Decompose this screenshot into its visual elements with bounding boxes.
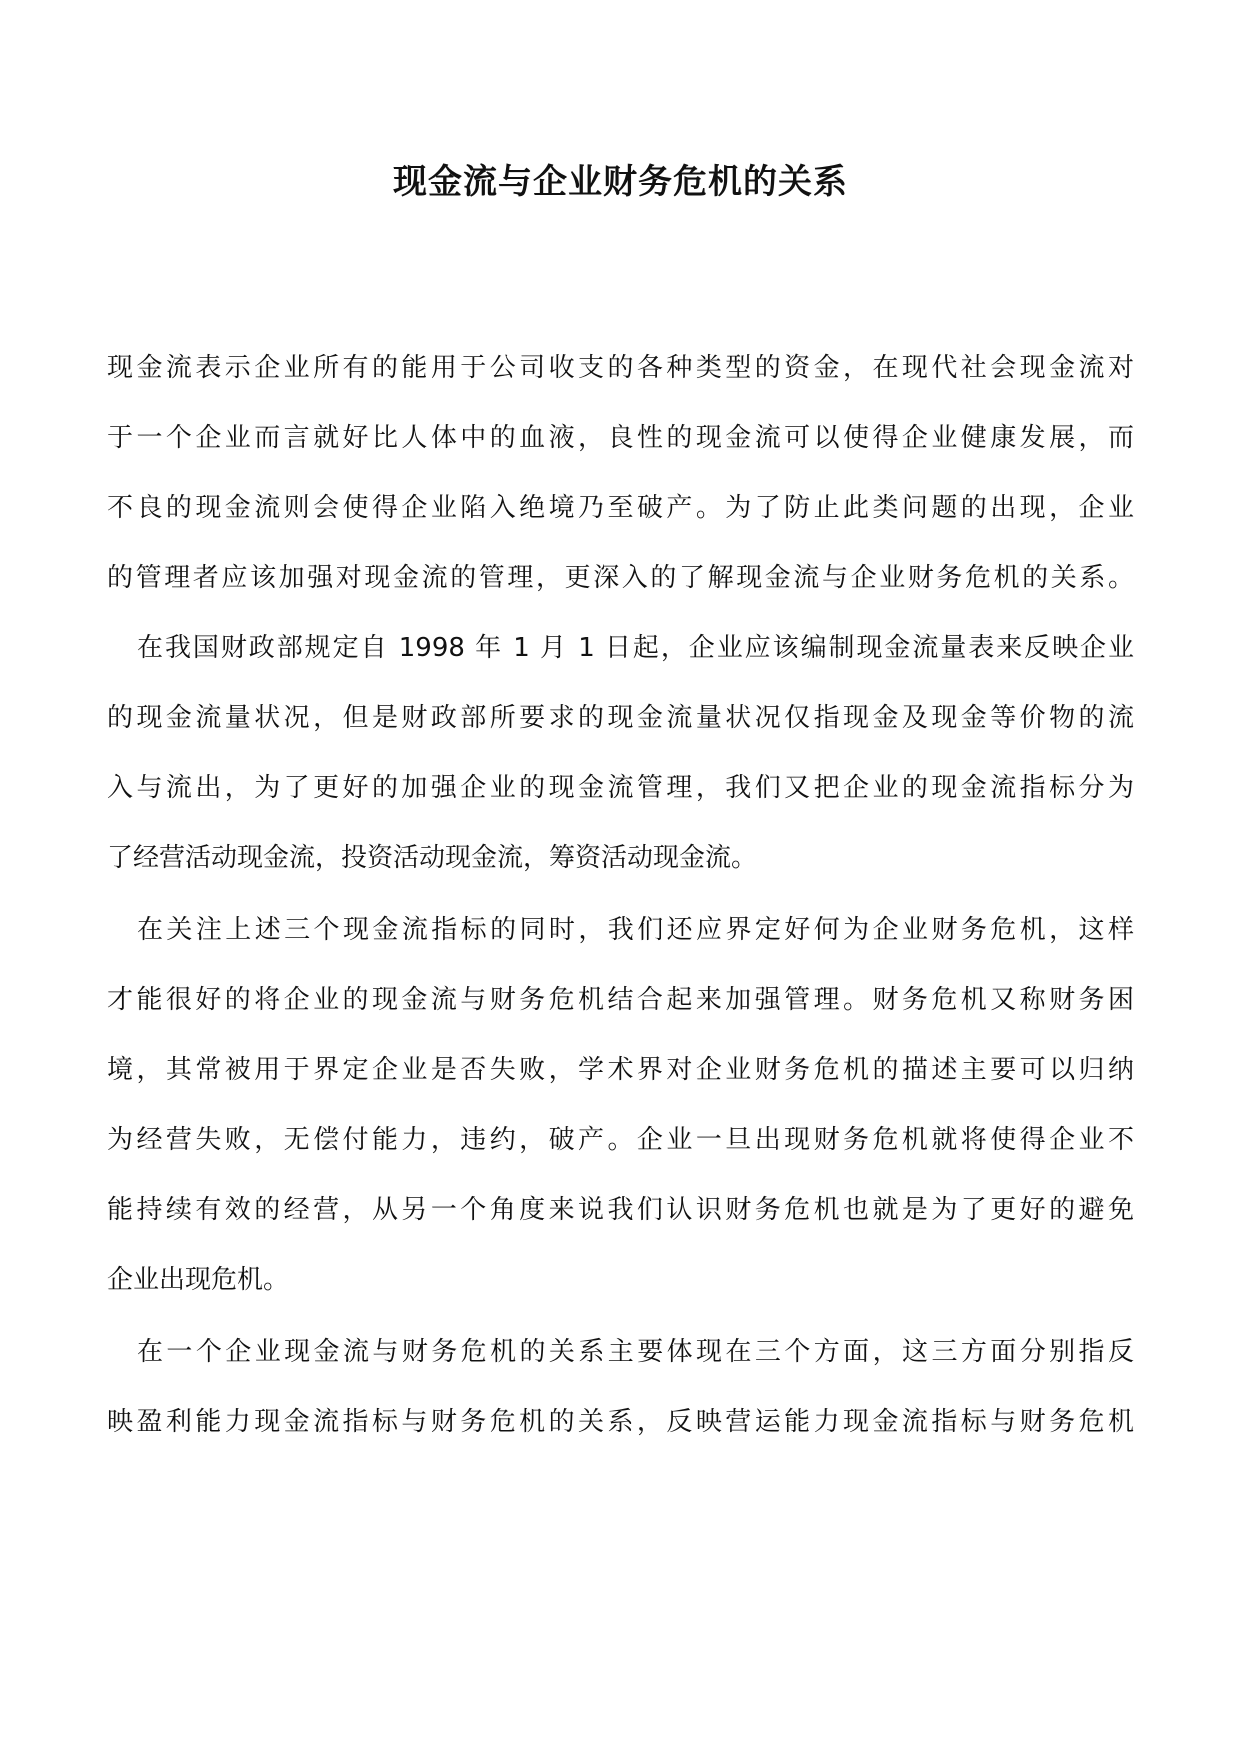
paragraph-3-line-3: 境，其常被用于界定企业是否失败，学术界对企业财务危机的描述主要可以归纳 [107,1055,1134,1085]
paragraph-4-line-2: 映盈利能力现金流指标与财务危机的关系，反映营运能力现金流指标与财务危机 [107,1407,1134,1437]
paragraph-2-line-4: 了经营活动现金流，投资活动现金流，筹资活动现金流。 [107,843,758,873]
paragraph-1-line-1: 现金流表示企业所有的能用于公司收支的各种类型的资金，在现代社会现金流对 [107,353,1134,383]
document-title: 现金流与企业财务危机的关系 [393,162,848,202]
paragraph-3-line-1: 在关注上述三个现金流指标的同时，我们还应界定好何为企业财务危机，这样 [137,915,1134,945]
paragraph-2-line-2: 的现金流量状况，但是财政部所要求的现金流量状况仅指现金及现金等价物的流 [107,703,1134,733]
paragraph-3-line-6: 企业出现危机。 [107,1265,290,1295]
paragraph-1-line-2: 于一个企业而言就好比人体中的血液，良性的现金流可以使得企业健康发展，而 [107,423,1134,453]
paragraph-3-line-5: 能持续有效的经营，从另一个角度来说我们认识财务危机也就是为了更好的避免 [107,1195,1134,1225]
paragraph-4-line-1: 在一个企业现金流与财务危机的关系主要体现在三个方面，这三方面分别指反 [137,1337,1134,1367]
paragraph-3-line-2: 才能很好的将企业的现金流与财务危机结合起来加强管理。财务危机又称财务困 [107,985,1134,1015]
paragraph-1-line-3: 不良的现金流则会使得企业陷入绝境乃至破产。为了防止此类问题的出现，企业 [107,493,1134,523]
paragraph-2-line-3: 入与流出，为了更好的加强企业的现金流管理，我们又把企业的现金流指标分为 [107,773,1134,803]
paragraph-2-line-1: 在我国财政部规定自 1998 年 1 月 1 日起，企业应该编制现金流量表来反映企业 [137,633,1134,663]
paragraph-3-line-4: 为经营失败，无偿付能力，违约，破产。企业一旦出现财务危机就将使得企业不 [107,1125,1134,1155]
paragraph-1-line-4: 的管理者应该加强对现金流的管理，更深入的了解现金流与企业财务危机的关系。 [107,563,1134,593]
